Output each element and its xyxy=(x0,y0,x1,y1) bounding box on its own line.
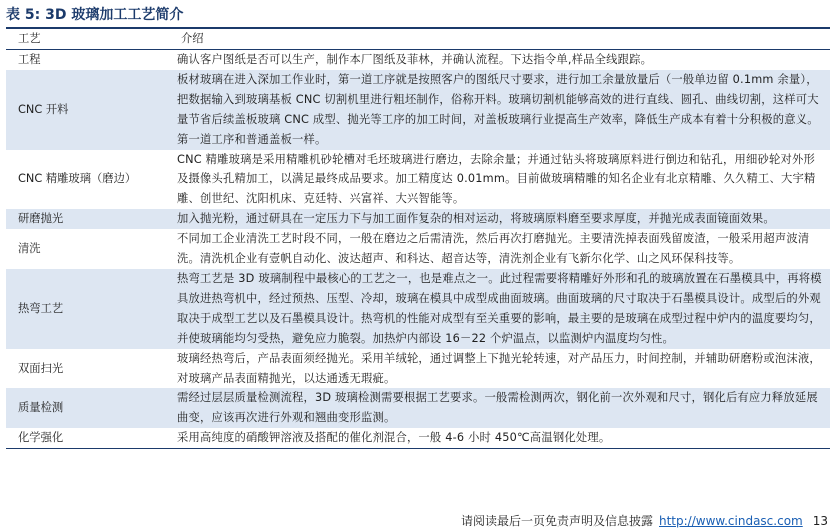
row-step: 双面扫光 xyxy=(18,361,64,375)
row-step: CNC 精雕玻璃（磨边） xyxy=(18,172,137,186)
table-row xyxy=(6,150,830,210)
row-intro: 热弯工艺是 3D 玻璃制程中最核心的工艺之一，也是难点之一。此过程需要将精雕好外形和孔的玻璃放置在石墨模具中，再将模具放进热弯机中，经过预热、压型、冷却，玻璃在模具中成型成曲面玻璃。曲面玻璃的尺寸取决于石墨模具设计。成型后的外观取决于成型工艺以及石墨模具设计。热弯机的性能对成型有至关重要的影响，最主要的是玻璃在成型过程中炉内的温度要均匀，并使玻璃能均匀受热，避免应力脆裂。加热炉内部设 16－22 个炉温点，以监测炉内温度均匀性。 xyxy=(169,269,830,349)
table-row xyxy=(6,388,830,428)
row-intro: 需经过层层质量检测流程，3D 玻璃检测需要根据工艺要求。一般需检测两次，钢化前一次外观和尺寸，钢化后有应力释放延展曲变，应该再次进行外观和翘曲变形监测。 xyxy=(169,388,830,428)
row-intro: 确认客户图纸是否可以生产，制作本厂图纸及菲林，并确认流程。下达指令单,样品全线跟踪。 xyxy=(177,53,653,66)
row-step: 研磨抛光 xyxy=(6,209,169,229)
row-step: 清洗 xyxy=(18,242,41,256)
row-intro: 不同加工企业清洗工艺时段不同，一般在磨边之后需清洗，然后再次打磨抛光。主要清洗掉表面残留废渣，一般采用超声波清洗。清洗机企业有壹帆自动化、波达超声、和科达、超音达等，清洗剂企业有飞新尔化学、山之风环保科技等。 xyxy=(177,232,810,266)
row-intro: 采用高纯度的硝酸钾溶液及搭配的催化剂混合，一般 4-6 小时 450℃高温钢化处理。 xyxy=(169,428,830,448)
row-intro: 玻璃经热弯后，产品表面须经抛光。采用羊绒轮，通过调整上下抛光轮转速，对产品压力，时间控制，并辅助研磨粉或泡沫液，对玻璃产品表面精抛光，以达通透无瑕疵。 xyxy=(177,351,821,385)
table-row xyxy=(6,349,830,389)
website-link[interactable]: http://www.cindasc.com xyxy=(659,514,803,528)
row-intro: 板材玻璃在进入深加工作业时，第一道工序就是按照客户的图纸尺寸要求，进行加工余量放量后（一般单边留 0.1mm 余量），把数据输入到玻璃基板 CNC 切割机里进行粗坯制作，俗称开料。玻璃切割机能够高效的进行直线、圆孔、曲线切割，这样可大量节省后续盖板玻璃 CNC 成型、抛光等工序的加工时间，对盖板玻璃行业提高生产效率，降低生产成本有着十分积极的意义。第一道工序和普通盖板一样。 xyxy=(169,70,830,150)
table-caption: 表 5: 3D 玻璃加工工艺简介 xyxy=(6,7,184,23)
table-row xyxy=(6,50,830,70)
process-table xyxy=(6,29,830,449)
disclaimer-text: 请阅读最后一页免责声明及信息披露 xyxy=(460,514,653,528)
row-intro: CNC 精雕玻璃是采用精雕机砂轮槽对毛坯玻璃进行磨边，去除余量；并通过钻头将玻璃原料进行倒边和钻孔，用细砂轮对外形及摄像头孔精加工，以满足最终成品要求。加工精度达 0.01mm。目前做玻璃精雕的知名企业有北京精雕、久久精工、大宇精雕、创世纪、沈阳机床、克廷特、兴富祥、大兴智能等。 xyxy=(177,152,816,206)
row-step: 质量检测 xyxy=(6,388,169,428)
page-footer xyxy=(461,512,828,529)
table-row xyxy=(6,428,830,448)
row-intro: 加入抛光粉，通过研具在一定压力下与加工面作复杂的相对运动，将玻璃原料磨至要求厚度，并抛光成表面镜面效果。 xyxy=(169,209,830,229)
table-row xyxy=(6,229,830,269)
page-number: 13 xyxy=(812,514,828,528)
row-step: 工程 xyxy=(18,53,41,66)
table-header-row xyxy=(6,29,830,50)
table-row xyxy=(6,209,830,229)
row-step: 化学强化 xyxy=(6,428,169,448)
table-row xyxy=(6,70,830,150)
table-row xyxy=(6,269,830,349)
row-step: 热弯工艺 xyxy=(6,269,169,349)
row-step: CNC 开料 xyxy=(6,70,169,150)
header-intro: 介绍 xyxy=(169,29,830,50)
header-step: 工艺 xyxy=(6,29,169,50)
